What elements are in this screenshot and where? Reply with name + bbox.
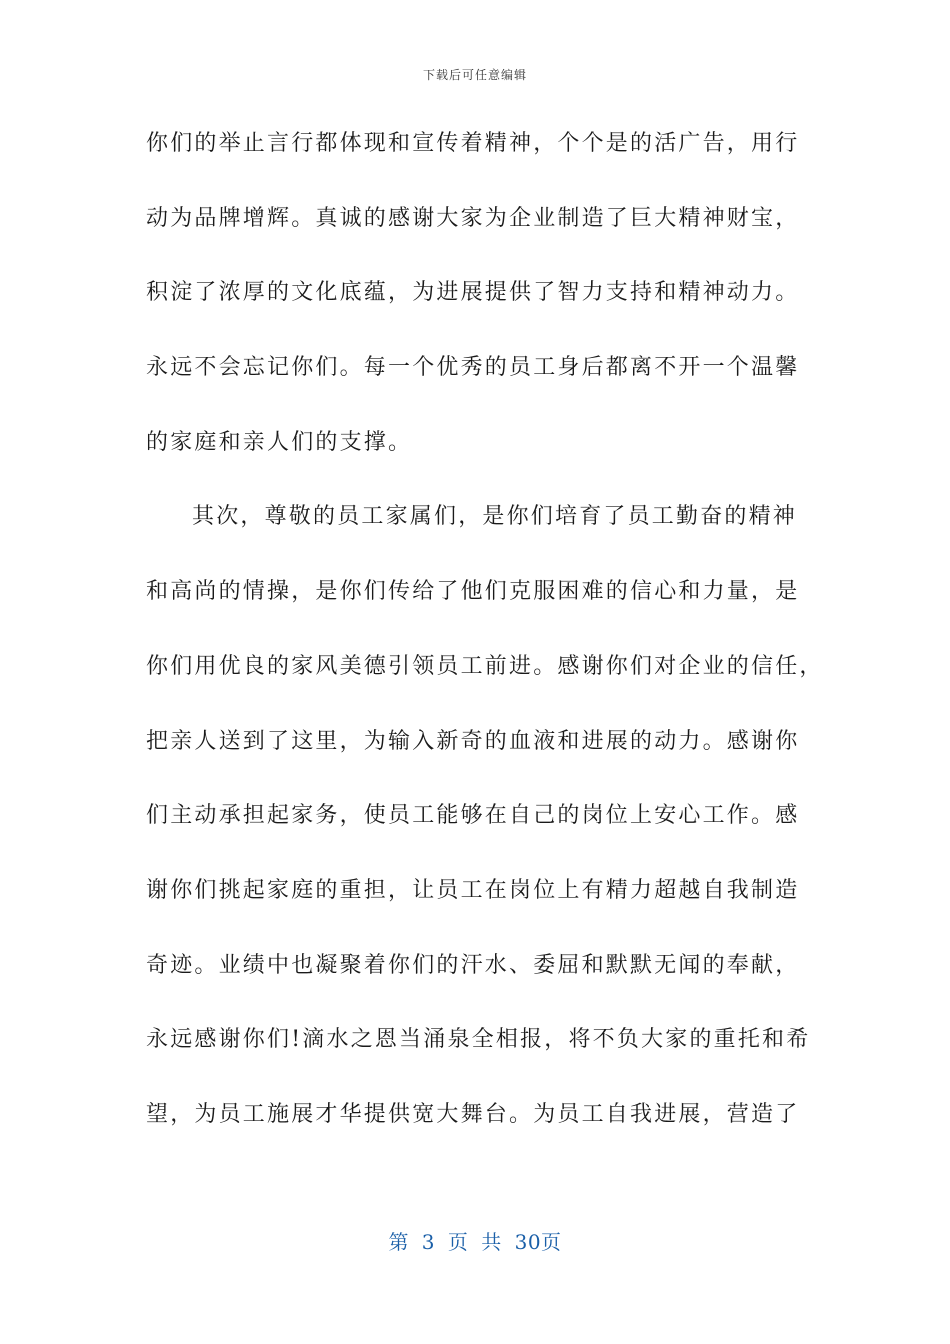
text-line: 你们用优良的家风美德引领员工前进。感谢你们对企业的信任， [146, 653, 824, 679]
page-header: 下载后可任意编辑 [422, 68, 527, 82]
text-line: 谢你们挑起家庭的重担，让员工在岗位上有精力超越自我制造 [146, 877, 800, 903]
text-line: 积淀了浓厚的文化底蕴，为进展提供了智力支持和精神动力。 [146, 280, 800, 306]
text-line: 望，为员工施展才华提供宽大舞台。为员工自我进展，营造了 [146, 1101, 800, 1127]
text-line: 和高尚的情操，是你们传给了他们克服困难的信心和力量，是 [146, 579, 800, 605]
document-body [146, 122, 824, 1168]
text-line: 奇迹。业绩中也凝聚着你们的汗水、委屈和默默无闻的奉献， [146, 952, 800, 978]
page-number-footer: 第 3 页 共 30页 [388, 1230, 562, 1254]
text-line: 的家庭和亲人们的支撑。 [146, 429, 413, 455]
text-line: 动为品牌增辉。真诚的感谢大家为企业制造了巨大精神财宝， [146, 205, 800, 231]
text-line: 把亲人送到了这里，为输入新奇的血液和进展的动力。感谢你 [146, 728, 800, 754]
text-line: 永远感谢你们!滴水之恩当涌泉全相报，将不负大家的重托和希 [146, 1027, 811, 1053]
paragraph-start-line: 其次，尊敬的员工家属们，是你们培育了员工勤奋的精神 [192, 504, 798, 530]
text-line: 你们的举止言行都体现和宣传着精神，个个是的活广告，用行 [146, 131, 800, 156]
text-line: 永远不会忘记你们。每一个优秀的员工身后都离不开一个温馨 [146, 355, 800, 381]
text-line: 们主动承担起家务，使员工能够在自己的岗位上安心工作。感 [146, 803, 800, 829]
